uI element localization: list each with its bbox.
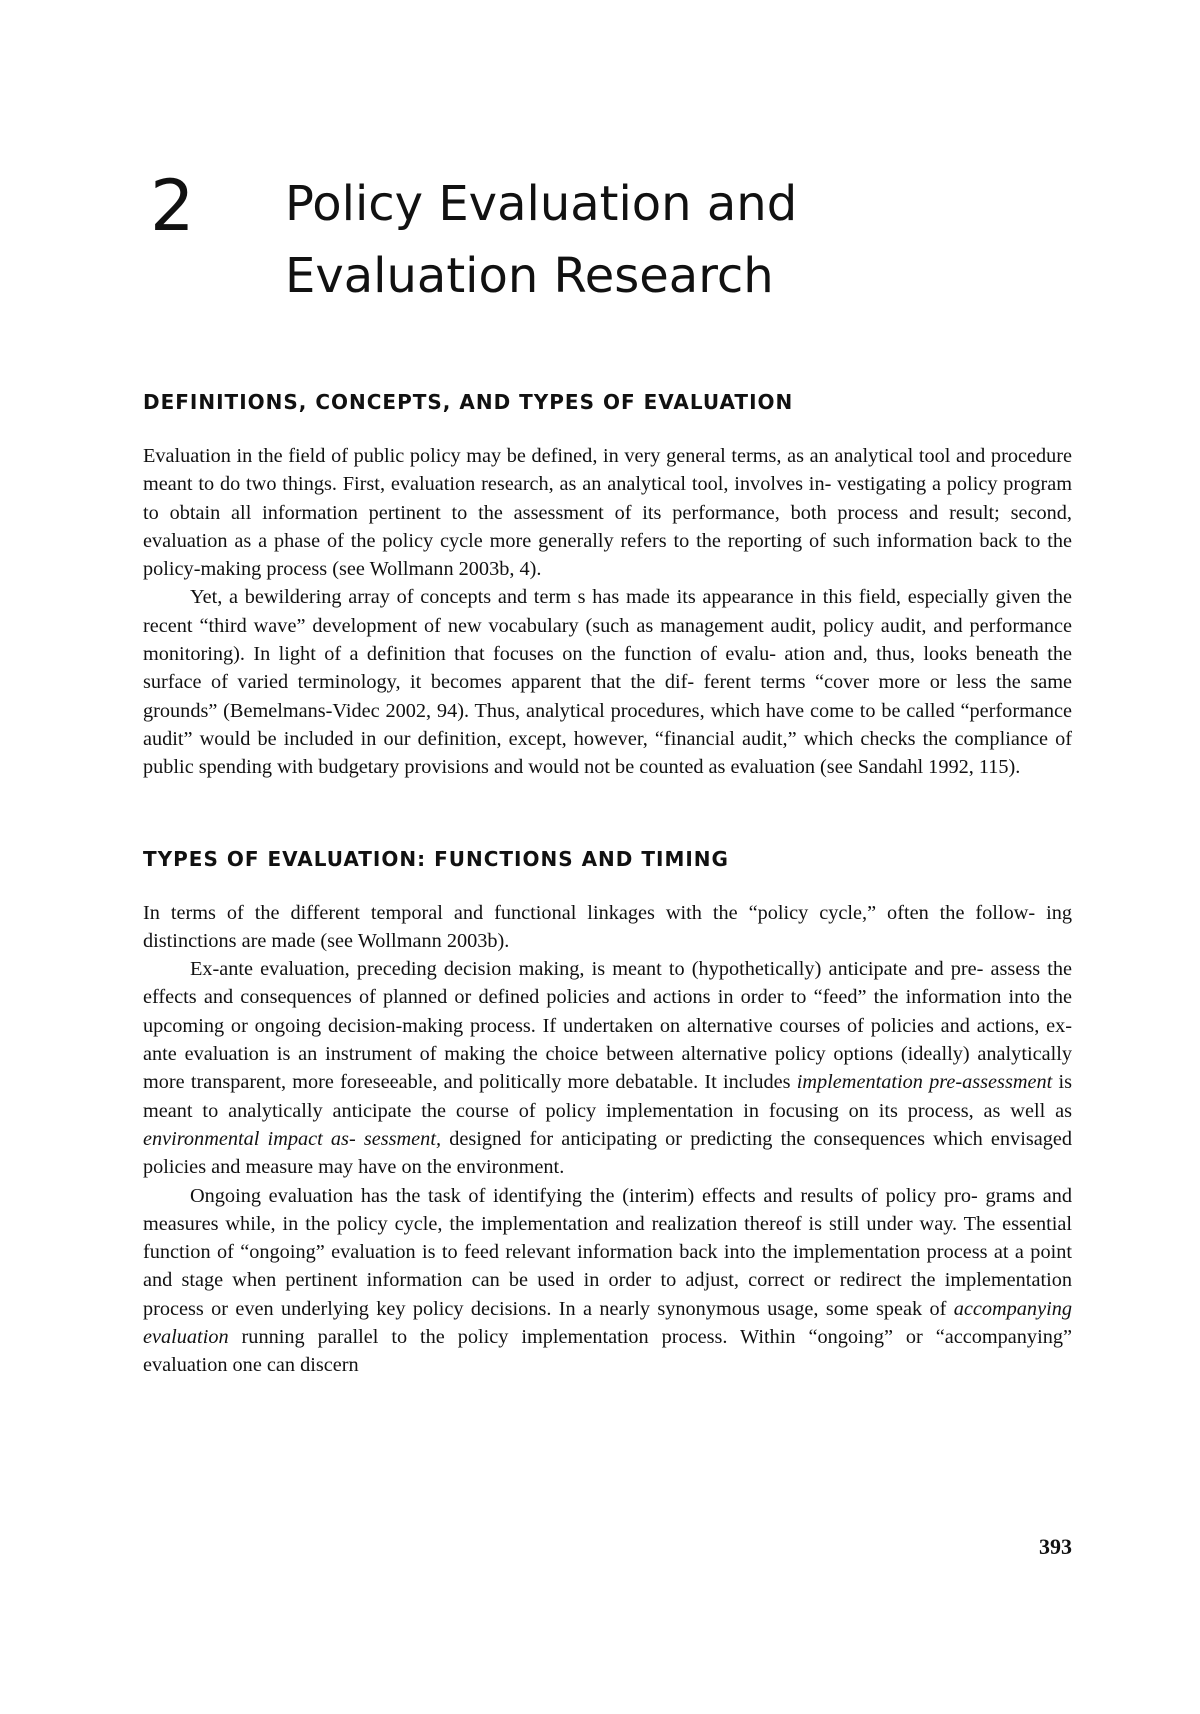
ongoing-emphasis-1: accompanying evaluation bbox=[143, 1297, 1072, 1349]
chapter-number: 2 bbox=[150, 165, 195, 247]
ex-ante-emphasis-1: implementation pre-assessment bbox=[796, 1071, 1053, 1094]
section-heading-types: TYPES OF EVALUATION: FUNCTIONS AND TIMING bbox=[143, 846, 729, 871]
ex-ante-text-1: Ex-ante evaluation, preceding decision making, is meant to (hypothetically) anticipate and pre- assess the effects and consequences of planned or defined policies and actions in order to “feed” the information into the upcoming or ongoing decision-making process. If undertaken on alternative courses of policies and actions, ex-ante evaluation is an instrument of making the choice between alternative policy options (ideally) analytically more transparent, more foreseeable, and politically more debatable. It includes bbox=[143, 958, 1072, 1094]
paragraph-ex-ante bbox=[143, 955, 1072, 1181]
ongoing-text-1: Ongoing evaluation has the task of identifying the (interim) effects and results of policy pro- grams and measures while, in the policy cycle, the implementation and realization thereof is still under way. The essential function of “ongoing” evaluation is to feed relevant information back into the implementation process at a point and stage when pertinent information can be used in order to adjust, correct or redirect the implementation process or even underlying key policy decisions. In a nearly synonymous usage, some speak of bbox=[143, 1184, 1072, 1320]
section-heading-definitions: DEFINITIONS, CONCEPTS, AND TYPES OF EVALUATION bbox=[143, 390, 794, 414]
ex-ante-text-2: is meant to analytically anticipate the course of policy implementation in focusing on its process, as well as bbox=[143, 1071, 1072, 1122]
ex-ante-emphasis-2: environmental impact as- sessment, bbox=[143, 1127, 442, 1150]
paragraph-ongoing bbox=[143, 1182, 1072, 1380]
body-content bbox=[143, 387, 1072, 1380]
chapter-title bbox=[285, 168, 797, 312]
paragraph-definition: Evaluation in the field of public policy may be defined, in very general terms, as an analytical tool and procedure meant to do two things. First, evaluation research, as an analytical tool, involves in- vestigating a policy program to obtain all information pertinent to the assessment of its performance, both process and result; second, evaluation as a phase of the policy cycle more generally refers to the reporting of such information back to the policy-making process (see Wollmann 2003b, 4). bbox=[143, 445, 1072, 581]
chapter-header bbox=[150, 165, 1070, 318]
chapter-title-line-2: Evaluation Research bbox=[285, 248, 774, 304]
ongoing-text-2: running parallel to the policy implementation process. Within “ongoing” or “accompanying” evaluation one can discern bbox=[143, 1326, 1072, 1377]
chapter-title-line-1: Policy Evaluation and bbox=[285, 176, 798, 232]
paragraph-concepts: Yet, a bewildering array of concepts and term s has made its appearance in this field, especially given the recent “third wave” development of new vocabulary (such as management audit, policy audit, and performance monitoring). In light of a definition that focuses on the function of evalu- ation and, thus, looks beneath the surface of varied terminology, it becomes apparent that the dif- ferent terms “cover more or less the same grounds” (Bemelmans-Videc 2002, 94). Thus, analytical procedures, which have come to be called “performance audit” would be included in our definition, except, however, “financial audit,” which checks the compliance of public spending with budgetary provisions and would not be counted as evaluation (see Sandahl 1992, 115). bbox=[143, 586, 1072, 779]
ex-ante-text-3: designed for anticipating or predicting the consequences which envisaged policies and measure may have on the environment. bbox=[143, 1127, 1073, 1179]
paragraph-temporal-linkages: In terms of the different temporal and functional linkages with the “policy cycle,” often the follow- ing distinctions are made (see Wollmann 2003b). bbox=[143, 901, 1072, 952]
page-number: 393 bbox=[1039, 1534, 1072, 1559]
